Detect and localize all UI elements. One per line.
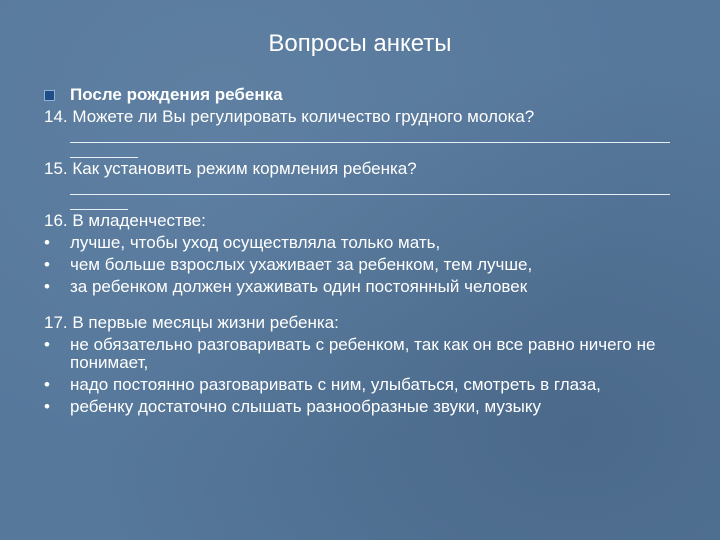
slide-title: Вопросы анкеты bbox=[268, 30, 452, 57]
question-14: 14. Можете ли Вы регулировать количество грудного молока? bbox=[44, 107, 535, 126]
bullet-icon: • bbox=[44, 335, 50, 354]
option-text: лучше, чтобы уход осуществляла только мать, bbox=[70, 233, 441, 252]
bullet-icon: • bbox=[44, 375, 50, 394]
bullet-icon: • bbox=[44, 397, 50, 416]
option-text: чем больше взрослых ухаживает за ребенком, тем лучше, bbox=[70, 255, 533, 274]
option-text: ребенку достаточно слышать разнообразные звуки, музыку bbox=[70, 397, 542, 416]
question-17: 17. В первые месяцы жизни ребенка: bbox=[44, 313, 339, 332]
bullet-icon: • bbox=[44, 255, 50, 274]
answer-line-14 bbox=[70, 128, 684, 158]
questionnaire-content bbox=[44, 84, 684, 416]
square-bullet-icon bbox=[44, 90, 55, 101]
section-heading bbox=[44, 84, 684, 106]
q16-option bbox=[44, 232, 684, 254]
option-text: не обязательно разговаривать с ребенком, так как он все равно ничего не понимает, bbox=[70, 335, 656, 372]
q17-option bbox=[44, 336, 684, 372]
q17-option bbox=[44, 376, 684, 394]
question-15: 15. Как установить режим кормления ребенка? bbox=[44, 159, 417, 178]
answer-rule bbox=[70, 194, 670, 195]
bullet-icon: • bbox=[44, 233, 50, 252]
q16-option bbox=[44, 276, 684, 298]
q17-option bbox=[44, 398, 684, 416]
q16-option bbox=[44, 254, 684, 276]
option-text: за ребенком должен ухаживать один постоянный человек bbox=[70, 277, 528, 296]
bullet-icon: • bbox=[44, 277, 50, 296]
question-16: 16. В младенчестве: bbox=[44, 211, 206, 230]
option-text: надо постоянно разговаривать с ним, улыбаться, смотреть в глаза, bbox=[70, 375, 601, 394]
section-heading-text: После рождения ребенка bbox=[70, 85, 283, 104]
answer-rule bbox=[70, 142, 670, 143]
answer-line-15 bbox=[70, 180, 684, 210]
